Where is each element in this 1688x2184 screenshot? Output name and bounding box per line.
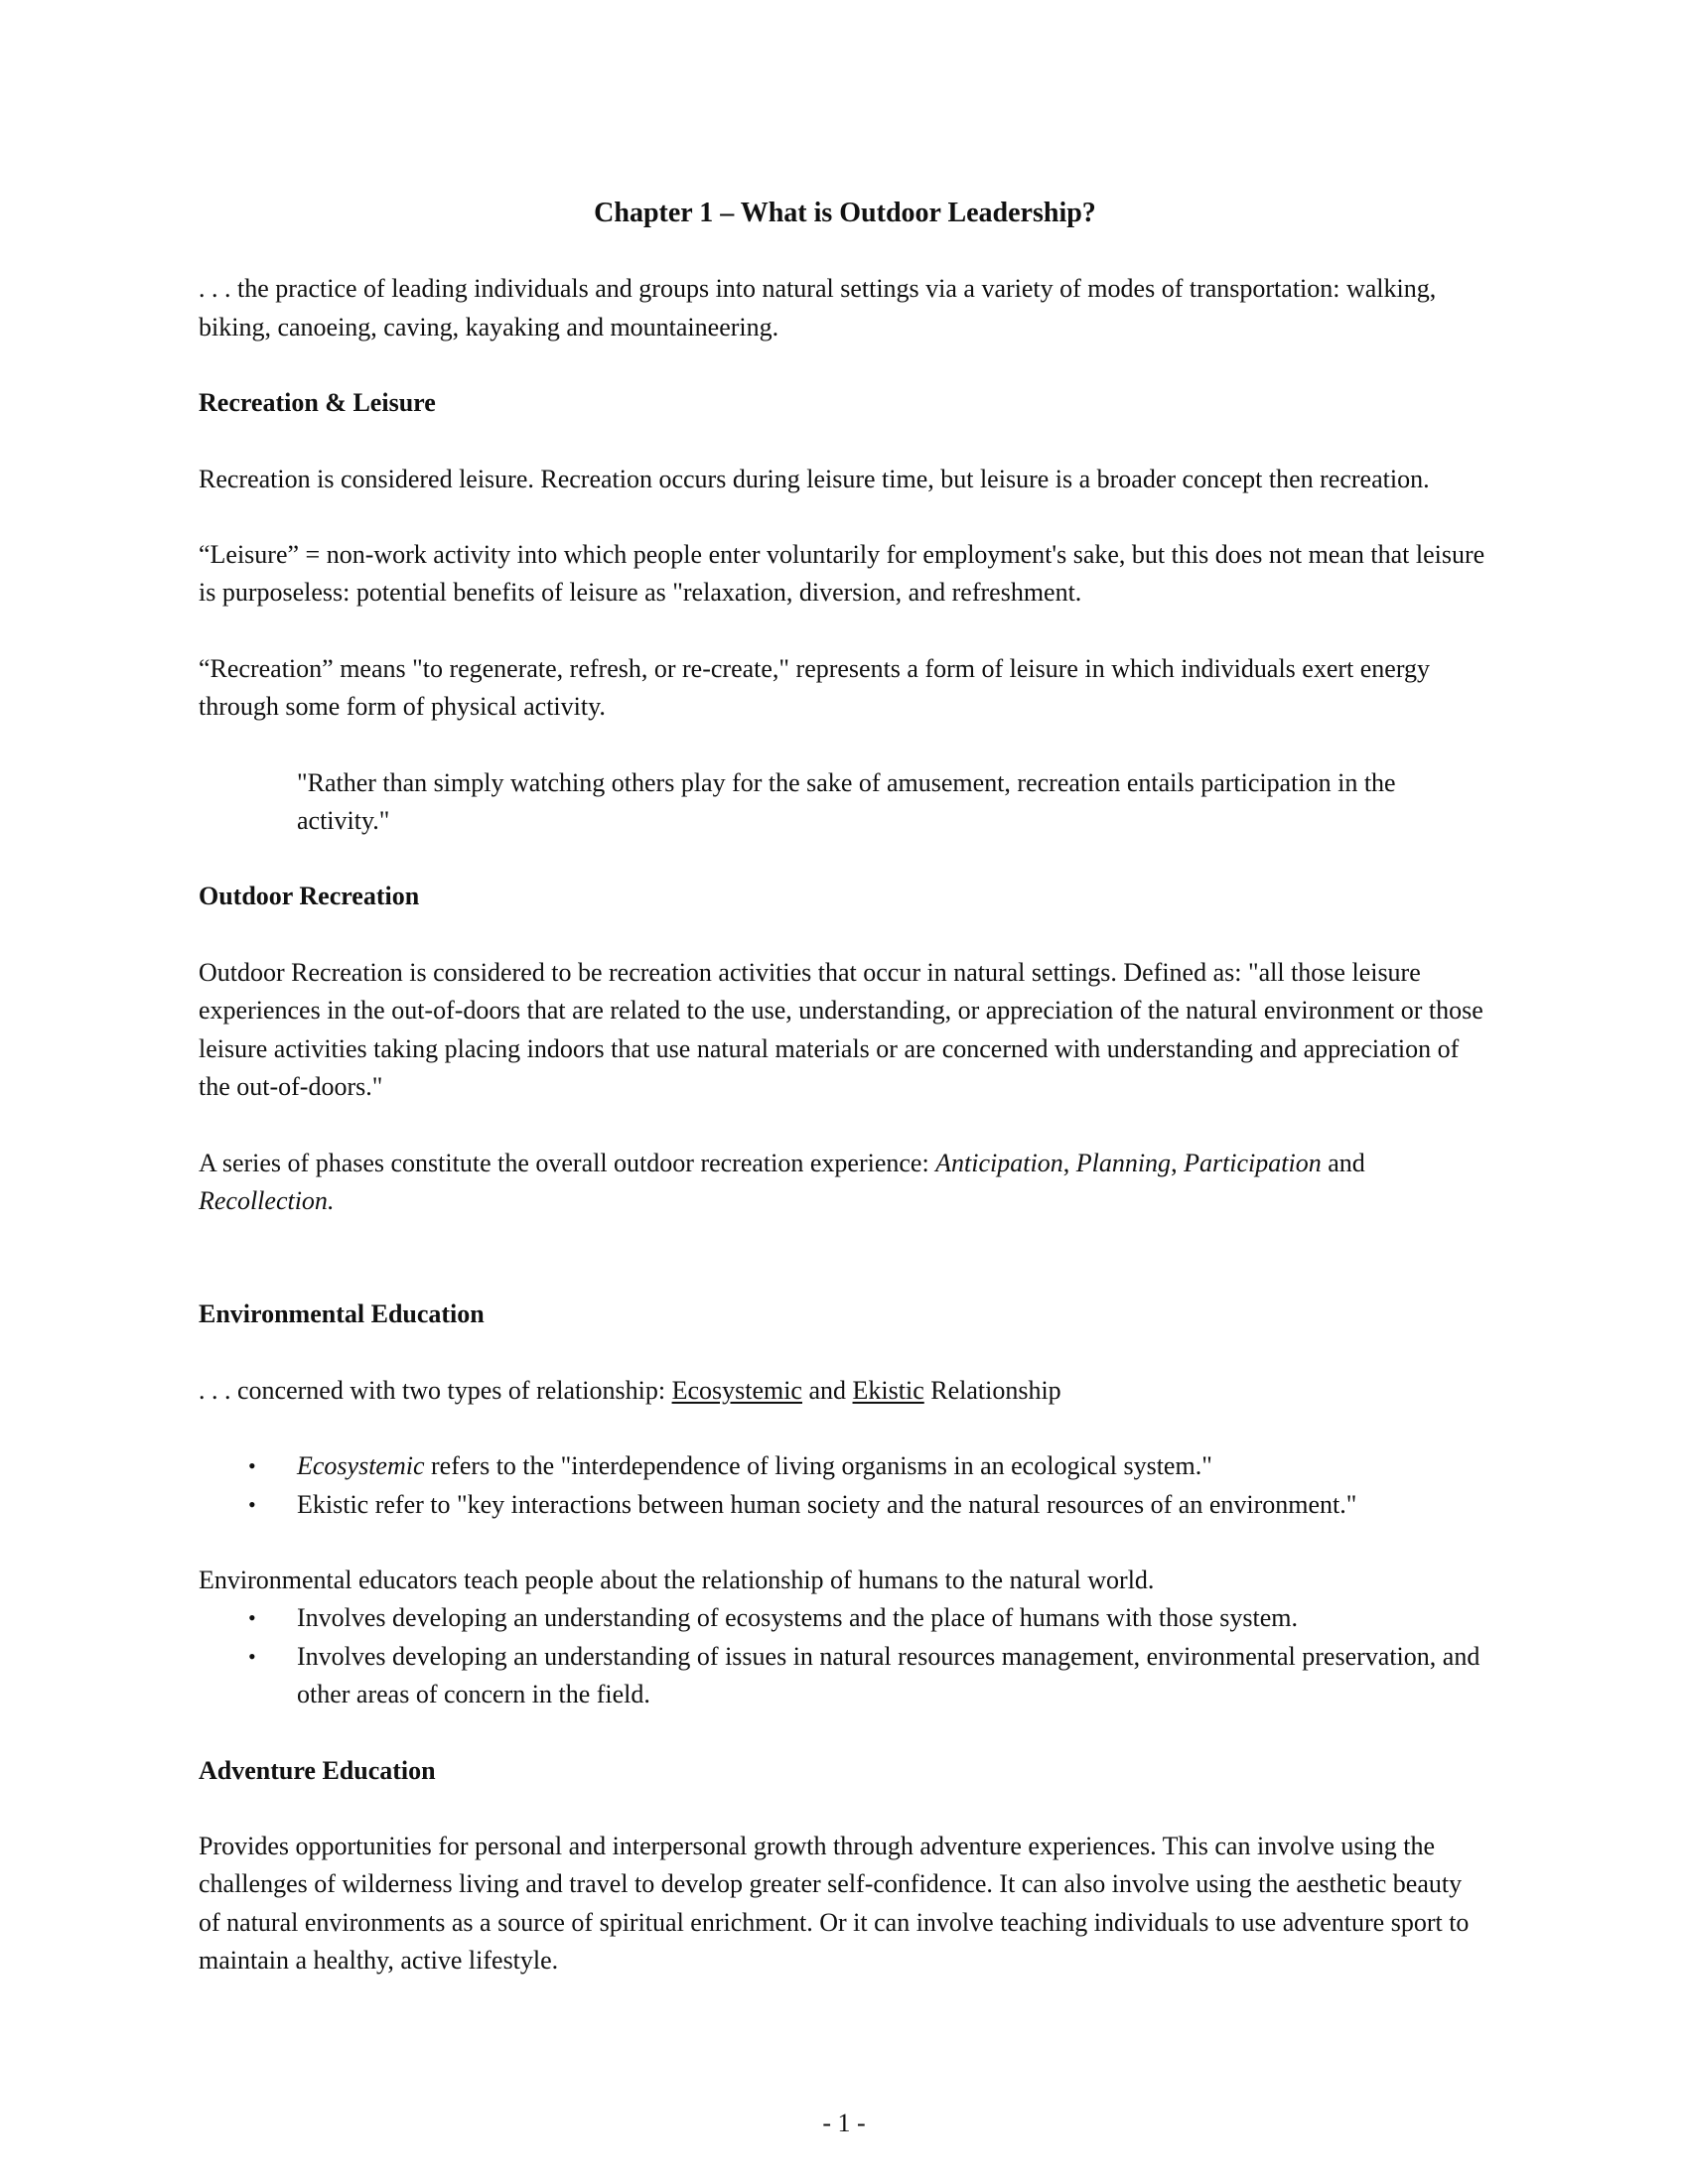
phase-end: . — [327, 1185, 335, 1215]
list-item — [199, 1486, 1489, 1524]
env-educators-list — [199, 1599, 1489, 1713]
document-page — [199, 195, 1489, 2018]
section-heading-recreation-leisure: Recreation & Leisure — [199, 388, 436, 418]
section-heading-outdoor-recreation: Outdoor Recreation — [199, 882, 420, 911]
phase-and: and — [1321, 1148, 1365, 1177]
adventure-education-paragraph: Provides opportunities for personal and interpersonal growth through adventure experiences. This can involve using the challenges of wilderness living and travel to develop greater self-confidence. It can also involve using the aesthetic beauty of natural environments as a source of spiritual enrichment. Or it can involve teaching individuals to use adventure sport to maintain a healthy, active lifestyle. — [199, 1831, 1470, 1976]
leisure-definition-paragraph: “Leisure” = non-work activity into which people enter voluntarily for employment's sake, but this does not mean that leisure is purposeless: potential benefits of leisure as "relaxation, diversion, and refreshment. — [199, 540, 1485, 608]
section-heading-adventure-education: Adventure Education — [199, 1755, 436, 1785]
bullet-icon: • — [248, 1453, 256, 1479]
page-title: Chapter 1 – What is Outdoor Leadership? — [594, 198, 1096, 228]
bullet-icon: • — [248, 1605, 256, 1631]
phase-recollection: Recollection — [199, 1185, 328, 1215]
env-educators-paragraph: Environmental educators teach people about the relationship of humans to the natural world. — [199, 1565, 1155, 1594]
list-item — [199, 1599, 1489, 1637]
list-item-text: Involves developing an understanding of ecosystems and the place of humans with those system. — [297, 1603, 1299, 1633]
list-item — [199, 1447, 1489, 1485]
phases-prefix: A series of phases constitute the overall outdoor recreation experience: — [199, 1148, 936, 1177]
phases-paragraph — [199, 1145, 1489, 1221]
relationship-list — [199, 1447, 1489, 1524]
bullet-icon: • — [248, 1643, 256, 1669]
ekistic-definition: Ekistic refer to "key interactions between human society and the natural resources of an environment." — [297, 1489, 1357, 1519]
env-ed-intro-suffix: Relationship — [923, 1375, 1061, 1405]
page-number: - 1 - — [822, 2109, 866, 2137]
spacer — [199, 1258, 1489, 1296]
phase-planning: Planning — [1075, 1148, 1172, 1177]
outdoor-recreation-paragraph: Outdoor Recreation is considered to be recreation activities that occur in natural settings. Defined as: "all those leisure experiences in the out-of-doors that are related to the use, understanding, or appreciation of the natural environment or those leisure activities taking placing indoors that use natural materials or are concerned with understanding and appreciation of the out-of-doors." — [199, 957, 1483, 1102]
term-ecosystemic: Ecosystemic — [671, 1375, 802, 1405]
term-ekistic: Ekistic — [852, 1375, 924, 1405]
ecosystemic-term: Ecosystemic — [297, 1451, 425, 1481]
recreation-quote: "Rather than simply watching others play for the sake of amusement, recreation entails participation in the activity." — [297, 767, 1396, 836]
env-ed-intro-prefix: . . . concerned with two types of relationship: — [199, 1375, 672, 1405]
phase-separator: , — [1171, 1148, 1185, 1177]
env-ed-and: and — [801, 1375, 853, 1405]
recreation-definition-paragraph: “Recreation” means "to regenerate, refresh, or re-create," represents a form of leisure in which individuals exert energy through some form of physical activity. — [199, 653, 1431, 722]
recreation-leisure-paragraph: Recreation is considered leisure. Recreation occurs during leisure time, but leisure is a broader concept then recreation. — [199, 464, 1430, 493]
list-item-text: Involves developing an understanding of issues in natural resources management, environmental preservation, and other areas of concern in the field. — [297, 1641, 1480, 1709]
env-ed-intro — [199, 1372, 1489, 1410]
ecosystemic-definition: refers to the "interdependence of living organisms in an ecological system." — [424, 1451, 1212, 1481]
bullet-icon: • — [248, 1491, 256, 1517]
phase-anticipation: Anticipation — [935, 1148, 1063, 1177]
intro-paragraph: . . . the practice of leading individuals and groups into natural settings via a variety of modes of transportation: walking, biking, canoeing, caving, kayaking and mountaineering. — [199, 274, 1437, 341]
phase-separator: , — [1062, 1148, 1076, 1177]
section-heading-environmental-education: Environmental Education — [199, 1299, 485, 1329]
phase-participation: Participation — [1184, 1148, 1322, 1177]
list-item — [199, 1638, 1489, 1714]
